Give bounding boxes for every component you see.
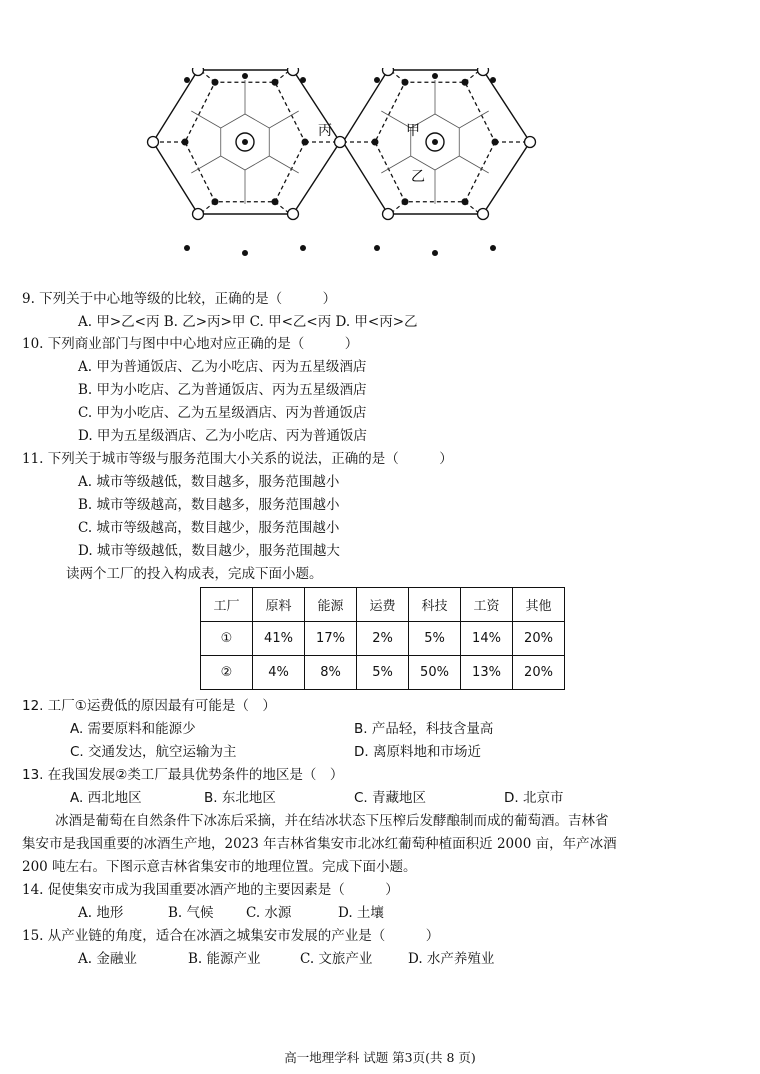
secondary-place-dot xyxy=(302,139,309,146)
label-bing: 丙 xyxy=(318,123,332,139)
q14-option-c: C. 水源 xyxy=(246,905,292,921)
factory-input-table xyxy=(200,587,565,690)
secondary-place-dot xyxy=(272,198,279,205)
q12-option-d: D. 离原料地和市场近 xyxy=(354,744,481,760)
secondary-place-dot xyxy=(374,245,380,251)
major-place-circle xyxy=(148,137,159,148)
table-row xyxy=(201,656,565,690)
table-intro: 读两个工厂的投入构成表，完成下面小题。 xyxy=(66,566,323,582)
table-header-row xyxy=(201,588,565,622)
central-place-diagram xyxy=(140,68,560,263)
center-place-dot xyxy=(242,139,248,145)
q10-option-d: D. 甲为五星级酒店、乙为小吃店、丙为普通饭店 xyxy=(78,428,367,444)
q13-stem: 13. 在我国发展②类工厂最具优势条件的地区是（ ） xyxy=(22,767,344,783)
major-place-circle xyxy=(335,137,346,148)
secondary-place-dot xyxy=(242,250,248,256)
table-row xyxy=(201,622,565,656)
table-cell: ① xyxy=(201,622,253,656)
q12-stem: 12. 工厂①运费低的原因最有可能是（ ） xyxy=(22,698,276,714)
major-place-circle xyxy=(193,68,204,76)
secondary-place-dot xyxy=(184,245,190,251)
passage-line-1: 冰酒是葡萄在自然条件下冰冻后采摘，并在结冰状态下压榨后发酵酿制而成的葡萄酒。吉林省 xyxy=(55,813,609,829)
q12-option-c: C. 交通发达，航空运输为主 xyxy=(70,744,237,760)
table-cell: 4% xyxy=(253,656,305,690)
secondary-place-dot xyxy=(212,198,219,205)
q15-option-a: A. 金融业 xyxy=(78,951,137,967)
q11-option-c: C. 城市等级越高，数目越少，服务范围越小 xyxy=(78,520,340,536)
major-place-circle xyxy=(525,137,536,148)
secondary-place-dot xyxy=(300,245,306,251)
q10-stem: 10. 下列商业部门与图中中心地对应正确的是（ ） xyxy=(22,336,359,352)
major-place-circle xyxy=(288,68,299,76)
secondary-place-dot xyxy=(300,77,306,83)
table-cell: 2% xyxy=(357,622,409,656)
major-place-circle xyxy=(478,209,489,220)
table-header: 科技 xyxy=(409,588,461,622)
q14-option-b: B. 气候 xyxy=(168,905,214,921)
table-cell: 8% xyxy=(305,656,357,690)
q13-option-c: C. 青藏地区 xyxy=(354,790,427,806)
q9-options: A. 甲>乙<丙 B. 乙>丙>甲 C. 甲<乙<丙 D. 甲<丙>乙 xyxy=(78,314,418,330)
table-cell: 14% xyxy=(461,622,513,656)
major-place-circle xyxy=(193,209,204,220)
q14-option-d: D. 土壤 xyxy=(338,905,384,921)
q10-option-c: C. 甲为小吃店、乙为五星级酒店、丙为普通饭店 xyxy=(78,405,367,421)
table-header: 运费 xyxy=(357,588,409,622)
major-place-circle xyxy=(383,68,394,76)
table-cell: 5% xyxy=(409,622,461,656)
table-cell: 13% xyxy=(461,656,513,690)
q11-option-a: A. 城市等级越低，数目越多，服务范围越小 xyxy=(78,474,340,490)
q13-option-d: D. 北京市 xyxy=(504,790,564,806)
q10-option-b: B. 甲为小吃店、乙为普通饭店、丙为五星级酒店 xyxy=(78,382,367,398)
q15-option-c: C. 文旅产业 xyxy=(300,951,373,967)
table-header: 工厂 xyxy=(201,588,253,622)
q11-option-d: D. 城市等级越低，数目越少，服务范围越大 xyxy=(78,543,340,559)
secondary-place-dot xyxy=(490,77,496,83)
center-place-dot xyxy=(432,139,438,145)
q9-stem: 9. 下列关于中心地等级的比较，正确的是（ ） xyxy=(22,291,337,307)
q13-option-b: B. 东北地区 xyxy=(204,790,276,806)
q11-option-b: B. 城市等级越高，数目越多，服务范围越小 xyxy=(78,497,340,513)
secondary-place-dot xyxy=(212,79,219,86)
q14-option-a: A. 地形 xyxy=(78,905,124,921)
table-header: 原料 xyxy=(253,588,305,622)
q12-option-b: B. 产品轻，科技含量高 xyxy=(354,721,494,737)
major-place-circle xyxy=(383,209,394,220)
table-cell: 20% xyxy=(513,656,565,690)
q13-option-a: A. 西北地区 xyxy=(70,790,142,806)
secondary-place-dot xyxy=(242,73,248,79)
table-header: 能源 xyxy=(305,588,357,622)
major-place-circle xyxy=(478,68,489,76)
radial-line xyxy=(269,111,298,128)
secondary-place-dot xyxy=(462,198,469,205)
q10-option-a: A. 甲为普通饭店、乙为小吃店、丙为五星级酒店 xyxy=(78,359,367,375)
label-jia: 甲 xyxy=(406,123,420,139)
secondary-place-dot xyxy=(432,73,438,79)
secondary-place-dot xyxy=(272,79,279,86)
secondary-place-dot xyxy=(182,139,189,146)
passage-line-3: 200 吨左右。下图示意吉林省集安市的地理位置。完成下面小题。 xyxy=(22,859,417,875)
table-header: 其他 xyxy=(513,588,565,622)
table-cell: 17% xyxy=(305,622,357,656)
q11-stem: 11. 下列关于城市等级与服务范围大小关系的说法，正确的是（ ） xyxy=(22,451,453,467)
table-cell: 50% xyxy=(409,656,461,690)
table-cell: 5% xyxy=(357,656,409,690)
secondary-place-dot xyxy=(372,139,379,146)
passage-line-2: 集安市是我国重要的冰酒生产地，2023 年吉林省集安市北冰红葡萄种植面积近 2000 亩，年产冰酒 xyxy=(22,836,617,852)
settlement-nodes xyxy=(148,68,536,256)
q15-option-b: B. 能源产业 xyxy=(188,951,261,967)
secondary-place-dot xyxy=(374,77,380,83)
table-cell: 41% xyxy=(253,622,305,656)
q12-option-a: A. 需要原料和能源少 xyxy=(70,721,196,737)
secondary-place-dot xyxy=(490,245,496,251)
table-cell: ② xyxy=(201,656,253,690)
secondary-place-dot xyxy=(402,79,409,86)
secondary-place-dot xyxy=(492,139,499,146)
table-header: 工资 xyxy=(461,588,513,622)
q14-stem: 14. 促使集安市成为我国重要冰酒产地的主要因素是（ ） xyxy=(22,882,399,898)
secondary-place-dot xyxy=(462,79,469,86)
radial-line xyxy=(459,111,488,128)
q15-stem: 15. 从产业链的角度，适合在冰酒之城集安市发展的产业是（ ） xyxy=(22,928,440,944)
page-footer: 高一地理学科 试题 第3页(共 8 页) xyxy=(284,1050,476,1065)
major-place-circle xyxy=(288,209,299,220)
secondary-place-dot xyxy=(184,77,190,83)
secondary-place-dot xyxy=(432,250,438,256)
secondary-place-dot xyxy=(402,198,409,205)
table-cell: 20% xyxy=(513,622,565,656)
label-yi: 乙 xyxy=(411,169,425,185)
q15-option-d: D. 水产养殖业 xyxy=(408,951,495,967)
